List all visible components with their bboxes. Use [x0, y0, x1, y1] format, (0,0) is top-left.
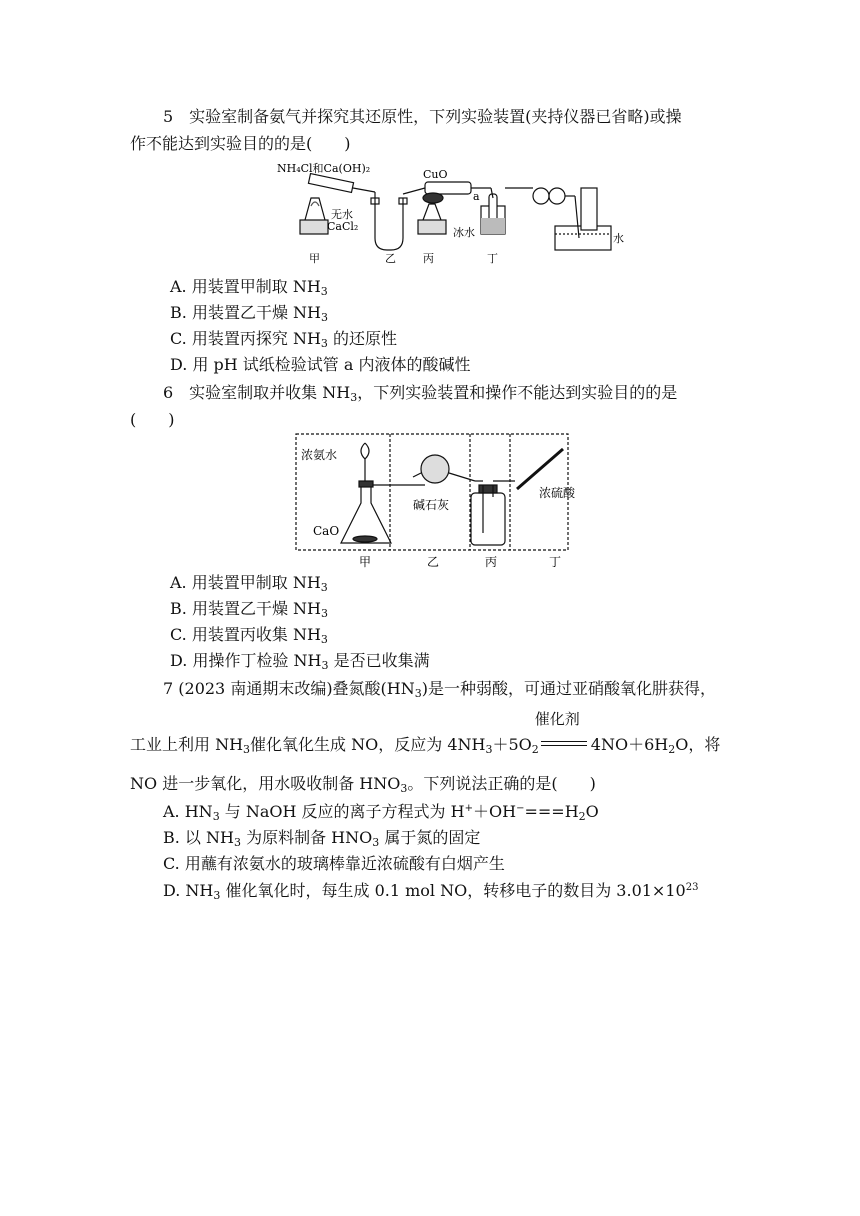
q5-cuo-label: CuO — [423, 168, 448, 181]
q5-unit-bing: 丙 — [423, 252, 434, 265]
q7-sub-3a: 3 — [243, 743, 251, 756]
q7-sub-2b: 2 — [668, 743, 676, 756]
q6-unit-jia: 甲 — [359, 555, 372, 569]
q7-stem-line1: 7 (2023 南通期末改编)叠氮酸$(HN_3)$是一种弱酸，可通过亚硝酸氧化肼获得， — [163, 679, 717, 700]
q7-stem-line2: 工业上利用 $NH_3$催化氧化生成 NO，反应为 $4NH_3+5O_2$ 催化剂 $4NO+6H_2O$，将 — [130, 710, 721, 756]
q6-ammonia-label: 浓氨水 — [301, 448, 338, 462]
q5-ice-label: 冰水 — [453, 226, 475, 239]
q7-option-a: A. $HN_3$ 与 NaOH 反应的离子方程式为 $H^++OH^-===H_2O$ — [163, 802, 599, 823]
q5-unit-ding: 丁 — [487, 252, 498, 265]
q5-stem-line2: 作不能达到实验目的的是( ) — [130, 134, 351, 153]
q5-water-label: 水 — [613, 232, 624, 245]
q6-apparatus-figure — [295, 433, 576, 573]
q7-option-b: B. 以 $NH_3$ 为原料制备 $HNO_3$ 属于氮的固定 — [163, 828, 481, 849]
q5-option-a: A. 用装置甲制取 $NH_3$ — [170, 277, 328, 298]
q6-option-c: C. 用装置丙收集 $NH_3$ — [170, 625, 328, 646]
q7-sub-2: 2 — [531, 743, 539, 756]
q7-reaction-arrow — [534, 710, 591, 756]
q5-unit-jia: 甲 — [309, 252, 320, 265]
q6-soda-lime-label: 碱石灰 — [413, 498, 450, 512]
q5-drying-label-1: 无水 — [331, 208, 353, 221]
q7-catalyst-label: 催化剂 — [534, 710, 580, 728]
q5-option-d: D. 用 pH 试纸检验试管 a 内液体的酸碱性 — [170, 355, 471, 374]
q6-cao-label: CaO — [313, 524, 340, 538]
q6-acid-label: 浓硫酸 — [539, 486, 576, 500]
q5-apparatus-figure — [275, 158, 625, 270]
q7-stem-line3: NO 进一步氧化，用水吸收制备 $HNO_3$。下列说法正确的是( ) — [130, 774, 596, 795]
q6-option-b: B. 用装置乙干燥 $NH_3$ — [170, 599, 328, 620]
q5-tube-label: a — [473, 190, 480, 203]
q5-drying-label-2: CaCl₂ — [327, 220, 359, 233]
q6-unit-ding: 丁 — [549, 555, 562, 569]
q5-option-b: B. 用装置乙干燥 $NH_3$ — [170, 303, 328, 324]
q6-stem-line1: 6 实验室制取并收集 $NH_3$，下列实验装置和操作不能达到实验目的的是 — [163, 383, 678, 404]
q7-sub-3b: 3 — [485, 743, 493, 756]
q5-stem-line1: 5 实验室制备氨气并探究其还原性，下列实验装置(夹持仪器已省略)或操 — [163, 107, 682, 126]
q6-unit-yi: 乙 — [427, 555, 440, 569]
q6-unit-bing: 丙 — [485, 555, 498, 569]
q5-option-c: C. 用装置丙探究 $NH_3$ 的还原性 — [170, 329, 397, 350]
q6-option-d: D. 用操作丁检验 $NH_3$ 是否已收集满 — [170, 651, 430, 672]
q5-reagent-label: NH₄Cl和Ca(OH)₂ — [277, 162, 371, 175]
q6-stem-line2: ( ) — [130, 410, 175, 429]
q6-option-a: A. 用装置甲制取 $NH_3$ — [170, 573, 328, 594]
q7-option-d: D. $NH_3$ 催化氧化时，每生成 0.1 mol NO，转移电子的数目为 $3.01\times 10^{23}$ — [163, 881, 699, 902]
q5-unit-yi: 乙 — [385, 252, 396, 265]
q7-option-c: C. 用蘸有浓氨水的玻璃棒靠近浓硫酸有白烟产生 — [163, 854, 505, 873]
